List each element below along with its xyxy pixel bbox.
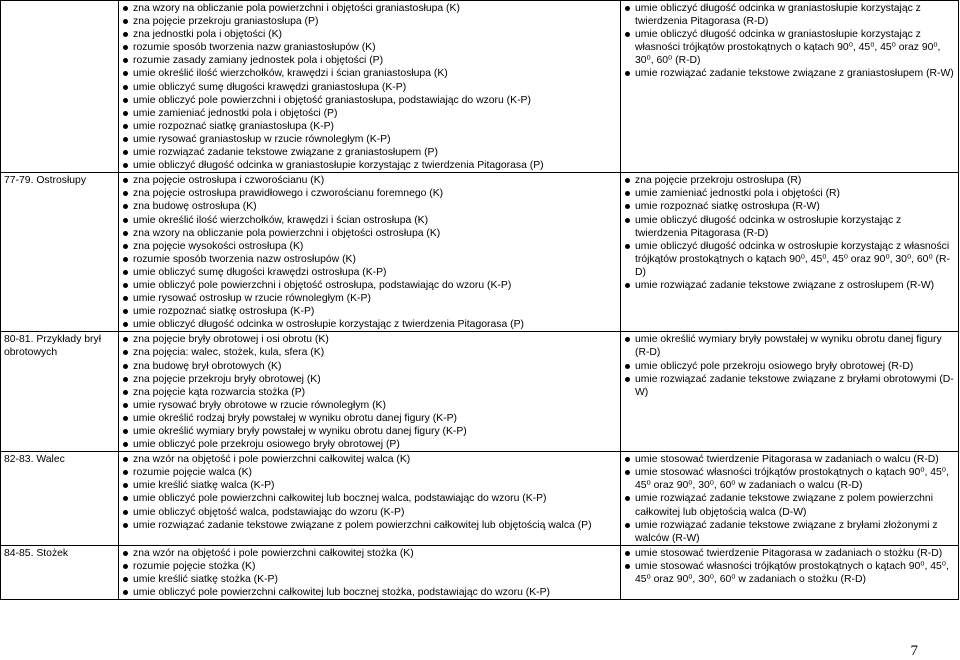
- list-item: [122, 120, 617, 133]
- list-item-text: umie rysować bryły obrotowe w rzucie równoległym (K): [133, 399, 386, 411]
- topic-cell: 84-85. Stożek: [1, 545, 119, 599]
- list-item: [122, 333, 617, 346]
- list-item-text: zna budowę ostrosłupa (K): [133, 201, 257, 213]
- bullet-icon: [123, 163, 128, 168]
- list-item-text: umie rozwiązać zadanie tekstowe związane z bryłami złożonymi z walców (R-W): [635, 519, 938, 544]
- bullet-icon: [123, 218, 128, 223]
- list-item-text: rozumie sposób tworzenia nazw graniastosłupów (K): [133, 42, 376, 54]
- bullet-icon: [123, 377, 128, 382]
- list-item-text: umie określić wymiary bryły powstałej w wyniku obrotu danej figury (R-D): [635, 334, 942, 359]
- list-item: [624, 200, 955, 213]
- list-item-text: rozumie zasady zamiany jednostek pola i objętości (P): [133, 55, 384, 67]
- list-item: [122, 240, 617, 253]
- bullet-icon: [123, 137, 128, 142]
- list-item: [624, 519, 955, 545]
- list-item: [122, 479, 617, 492]
- list-item-text: umie rysować graniastosłup w rzucie równoległym (K-P): [133, 133, 391, 145]
- bullet-icon: [123, 111, 128, 116]
- list-item: [122, 253, 617, 266]
- list-item: [122, 412, 617, 425]
- list-item: [624, 453, 955, 466]
- list-item-text: zna pojęcie ostrosłupa prawidłowego i czworościanu foremnego (K): [133, 188, 444, 200]
- list-item-text: umie rozwiązać zadanie tekstowe związane z polem powierzchni całkowitej lub objętością walca (P): [133, 519, 592, 531]
- list-item: [122, 425, 617, 438]
- basic-requirements-cell: [119, 452, 621, 546]
- list-item-text: umie obliczyć pole przekroju osiowego bryły obrotowej (R-D): [635, 360, 914, 372]
- list-item: [122, 547, 617, 560]
- list-item: [122, 360, 617, 373]
- list-item-text: zna wzory na obliczanie pola powierzchni i objętości ostrosłupa (K): [133, 227, 441, 239]
- list-item: [122, 41, 617, 54]
- list-item-text: umie rozpoznać siatkę ostrosłupa (K-P): [133, 306, 315, 318]
- list-item: [122, 386, 617, 399]
- list-item: [122, 28, 617, 41]
- list-item-text: umie określić wymiary bryły powstałej w wyniku obrotu danej figury (K-P): [133, 426, 467, 437]
- bullet-icon: [123, 496, 128, 501]
- bullet-icon: [123, 296, 128, 301]
- basic-requirements-cell: [119, 332, 621, 452]
- list-item-text: umie rozwiązać zadanie tekstowe związane z bryłami obrotowymi (D-W): [635, 373, 954, 398]
- list-item-text: umie kreślić siatkę stożka (K-P): [133, 574, 278, 586]
- topic-cell: 77-79. Ostrosłupy: [1, 173, 119, 332]
- bullet-icon: [625, 6, 630, 11]
- list-item: [122, 506, 617, 519]
- list-item-text: umie obliczyć pole powierzchni całkowitej lub bocznej walca, podstawiając do wzoru (K-P): [133, 493, 547, 505]
- list-item-text: umie obliczyć pole powierzchni i objętość ostrosłupa, podstawiając do wzoru (K-P): [133, 279, 512, 291]
- bullet-icon: [625, 470, 630, 475]
- bullet-icon: [123, 364, 128, 369]
- list-item-text: umie rozwiązać zadanie tekstowe związane z ostrosłupem (R-W): [635, 279, 935, 291]
- list-item-text: umie obliczyć pole powierzchni całkowitej lub bocznej stożka, podstawiając do wzoru (K-P): [133, 587, 550, 599]
- bullet-icon: [123, 442, 128, 447]
- list-item: [624, 333, 955, 359]
- bullet-icon: [123, 178, 128, 183]
- list-item-text: zna wzory na obliczanie pola powierzchni i objętości graniastosłupa (K): [133, 3, 460, 14]
- list-item-text: zna pojęcie wysokości ostrosłupa (K): [133, 240, 304, 252]
- list-item: [624, 466, 955, 492]
- basic-requirements-cell: [119, 1, 621, 173]
- list-item: [624, 67, 955, 80]
- list-item: [122, 159, 617, 172]
- bullet-icon: [625, 283, 630, 288]
- list-item: [122, 266, 617, 279]
- table-row: [1, 452, 959, 546]
- list-item-text: umie obliczyć sumę długości krawędzi graniastosłupa (K-P): [133, 81, 407, 93]
- bullet-icon: [123, 403, 128, 408]
- bullet-icon: [625, 564, 630, 569]
- list-item: [122, 81, 617, 94]
- bullet-icon: [123, 551, 128, 556]
- basic-requirements-cell: [119, 545, 621, 599]
- bullet-icon: [123, 564, 128, 569]
- bullet-icon: [123, 283, 128, 288]
- list-item-text: umie określić rodzaj bryły powstałej w wyniku obrotu danej figury (K-P): [133, 412, 457, 424]
- list-item: [122, 15, 617, 28]
- list-item: [624, 214, 955, 240]
- list-item: [122, 318, 617, 331]
- list-item-text: zna pojęcie przekroju graniastosłupa (P): [133, 16, 319, 28]
- list-item-text: zna pojęcie ostrosłupa i czworościanu (K): [133, 175, 325, 187]
- list-item-text: rozumie sposób tworzenia nazw ostrosłupów (K): [133, 253, 356, 265]
- list-item-text: rozumie pojęcie stożka (K): [133, 560, 256, 572]
- list-item-text: zna pojęcia: walec, stożek, kula, sfera (K): [133, 347, 325, 359]
- list-item: [122, 2, 617, 15]
- list-item: [122, 466, 617, 479]
- list-item: [122, 305, 617, 318]
- bullet-icon: [625, 244, 630, 249]
- list-item-text: umie obliczyć długość odcinka w graniastosłupie korzystając z własności trójkątów prostokątnych o kątach 90⁰, 45⁰, 45⁰ oraz 90⁰, 30⁰, 60⁰ (R-D): [635, 29, 941, 67]
- list-item: [122, 94, 617, 107]
- bullet-icon: [123, 337, 128, 342]
- list-item: [122, 492, 617, 505]
- bullet-icon: [123, 244, 128, 249]
- bullet-icon: [123, 416, 128, 421]
- bullet-icon: [123, 71, 128, 76]
- list-item: [122, 174, 617, 187]
- list-item: [122, 519, 617, 532]
- list-item: [122, 214, 617, 227]
- bullet-icon: [123, 98, 128, 103]
- bullet-icon: [123, 191, 128, 196]
- list-item-text: zna pojęcie bryły obrotowej i osi obrotu (K): [133, 334, 329, 346]
- list-item: [122, 133, 617, 146]
- bullet-icon: [123, 350, 128, 355]
- list-item: [122, 573, 617, 586]
- bullet-icon: [625, 523, 630, 528]
- page-number: 7: [910, 643, 918, 659]
- list-item-text: zna pojęcie kąta rozwarcia stożka (P): [133, 386, 306, 398]
- topic-cell: 82-83. Walec: [1, 452, 119, 546]
- list-item-text: umie obliczyć długość odcinka w ostrosłupie korzystając z twierdzenia Pitagorasa (R-D): [635, 214, 902, 239]
- list-item: [122, 560, 617, 573]
- bullet-icon: [123, 590, 128, 595]
- bullet-icon: [625, 551, 630, 556]
- table-row: [1, 545, 959, 599]
- list-item: [624, 28, 955, 67]
- list-item-text: zna pojęcie przekroju bryły obrotowej (K): [133, 373, 321, 385]
- bullet-icon: [625, 364, 630, 369]
- bullet-icon: [123, 429, 128, 434]
- bullet-icon: [123, 45, 128, 50]
- bullet-icon: [123, 470, 128, 475]
- list-item: [624, 279, 955, 292]
- bullet-icon: [123, 257, 128, 262]
- list-item: [122, 107, 617, 120]
- bullet-icon: [123, 19, 128, 24]
- bullet-icon: [625, 204, 630, 209]
- bullet-icon: [123, 523, 128, 528]
- bullet-icon: [625, 191, 630, 196]
- bullet-icon: [123, 231, 128, 236]
- bullet-icon: [123, 124, 128, 129]
- list-item: [624, 240, 955, 279]
- list-item: [624, 560, 955, 586]
- list-item-text: umie określić ilość wierzchołków, krawędzi i ścian graniastosłupa (K): [133, 68, 448, 80]
- list-item-text: zna pojęcie przekroju ostrosłupa (R): [635, 175, 802, 187]
- list-item-text: umie rozpoznać siatkę graniastosłupa (K-P): [133, 120, 334, 132]
- basic-requirements-cell: [119, 173, 621, 332]
- bullet-icon: [123, 58, 128, 63]
- bullet-icon: [625, 178, 630, 183]
- topic-cell: [1, 1, 119, 173]
- bullet-icon: [625, 496, 630, 501]
- list-item-text: umie zamieniać jednostki pola i objętości (R): [635, 188, 841, 200]
- bullet-icon: [123, 85, 128, 90]
- bullet-icon: [123, 510, 128, 515]
- list-item-text: zna budowę brył obrotowych (K): [133, 360, 282, 372]
- list-item-text: umie obliczyć objętość walca, podstawiając do wzoru (K-P): [133, 506, 405, 518]
- extended-requirements-cell: [621, 545, 959, 599]
- bullet-icon: [123, 150, 128, 155]
- list-item: [624, 174, 955, 187]
- list-item: [624, 187, 955, 200]
- list-item: [624, 373, 955, 399]
- list-item-text: umie obliczyć pole przekroju osiowego bryły obrotowej (P): [133, 439, 400, 451]
- bullet-icon: [123, 390, 128, 395]
- list-item: [624, 360, 955, 373]
- list-item-text: umie rozwiązać zadanie tekstowe związane z polem powierzchni całkowitej lub objętością walca (D-W): [635, 493, 934, 518]
- table-body: [1, 1, 959, 600]
- list-item-text: umie obliczyć długość odcinka w ostrosłupie korzystając z twierdzenia Pitagorasa (P): [133, 319, 524, 331]
- bullet-icon: [123, 457, 128, 462]
- list-item: [122, 279, 617, 292]
- list-item-text: umie stosować twierdzenie Pitagorasa w zadaniach o stożku (R-D): [635, 547, 943, 559]
- topic-cell: 80-81. Przykłady brył obrotowych: [1, 332, 119, 452]
- table-row: [1, 332, 959, 452]
- list-item: [122, 146, 617, 159]
- list-item-text: rozumie pojęcie walca (K): [133, 467, 252, 479]
- bullet-icon: [625, 377, 630, 382]
- bullet-icon: [123, 204, 128, 209]
- list-item-text: zna wzór na objętość i pole powierzchni całkowitej stożka (K): [133, 547, 414, 559]
- list-item-text: umie rozwiązać zadanie tekstowe związane z graniastosłupem (P): [133, 147, 438, 159]
- list-item-text: umie zamieniać jednostki pola i objętości (P): [133, 107, 338, 119]
- list-item: [624, 492, 955, 518]
- bullet-icon: [625, 337, 630, 342]
- list-item-text: umie stosować twierdzenie Pitagorasa w zadaniach o walcu (R-D): [635, 454, 939, 466]
- extended-requirements-cell: [621, 332, 959, 452]
- list-item-text: umie kreślić siatkę walca (K-P): [133, 480, 275, 492]
- extended-requirements-cell: [621, 452, 959, 546]
- bullet-icon: [123, 6, 128, 11]
- list-item: [122, 227, 617, 240]
- list-item: [122, 200, 617, 213]
- list-item: [122, 187, 617, 200]
- list-item: [122, 54, 617, 67]
- table-row: [1, 1, 959, 173]
- list-item: [122, 399, 617, 412]
- list-item: [122, 292, 617, 305]
- bullet-icon: [123, 577, 128, 582]
- list-item: [122, 67, 617, 80]
- list-item: [122, 453, 617, 466]
- list-item-text: umie określić ilość wierzchołków, krawędzi i ścian ostrosłupa (K): [133, 214, 429, 226]
- bullet-icon: [123, 309, 128, 314]
- bullet-icon: [123, 270, 128, 275]
- list-item-text: umie stosować własności trójkątów prostokątnych o kątach 90⁰, 45⁰, 45⁰ oraz 90⁰, 30⁰, 60⁰ w zadaniach o stożku (R-D): [635, 560, 949, 586]
- list-item: [122, 346, 617, 359]
- list-item-text: umie stosować własności trójkątów prostokątnych o kątach 90⁰, 45⁰, 45⁰ oraz 90⁰, 30⁰, 60⁰ w zadaniach o walcu (R-D): [635, 467, 949, 492]
- table-row: [1, 173, 959, 332]
- bullet-icon: [123, 32, 128, 37]
- bullet-icon: [123, 322, 128, 327]
- list-item-text: umie obliczyć pole powierzchni i objętość graniastosłupa, podstawiając do wzoru (K-P): [133, 94, 531, 106]
- list-item-text: umie rozpoznać siatkę ostrosłupa (R-W): [635, 201, 820, 213]
- extended-requirements-cell: [621, 1, 959, 173]
- bullet-icon: [123, 483, 128, 488]
- bullet-icon: [625, 457, 630, 462]
- list-item-text: umie obliczyć długość odcinka w ostrosłupie korzystając z własności trójkątów prostokątnych o kątach 90⁰, 45⁰, 45⁰ oraz 90⁰, 30⁰, 60⁰ (R-D): [635, 240, 950, 278]
- list-item-text: umie rozwiązać zadanie tekstowe związane z graniastosłupem (R-W): [635, 68, 954, 80]
- bullet-icon: [625, 218, 630, 223]
- list-item-text: zna jednostki pola i objętości (K): [133, 29, 283, 41]
- list-item-text: umie obliczyć długość odcinka w graniastosłupie korzystając z twierdzenia Pitagorasa (R-D): [635, 3, 921, 28]
- list-item-text: umie obliczyć sumę długości krawędzi ostrosłupa (K-P): [133, 266, 387, 278]
- extended-requirements-cell: [621, 173, 959, 332]
- list-item: [122, 586, 617, 599]
- list-item-text: umie rysować ostrosłup w rzucie równoległym (K-P): [133, 293, 371, 305]
- list-item-text: umie obliczyć długość odcinka w graniastosłupie korzystając z twierdzenia Pitagorasa (P): [133, 160, 544, 172]
- list-item: [122, 373, 617, 386]
- list-item-text: zna wzór na objętość i pole powierzchni całkowitej walca (K): [133, 454, 411, 466]
- list-item: [624, 547, 955, 560]
- bullet-icon: [625, 32, 630, 37]
- list-item: [624, 2, 955, 28]
- bullet-icon: [625, 71, 630, 76]
- list-item: [122, 438, 617, 451]
